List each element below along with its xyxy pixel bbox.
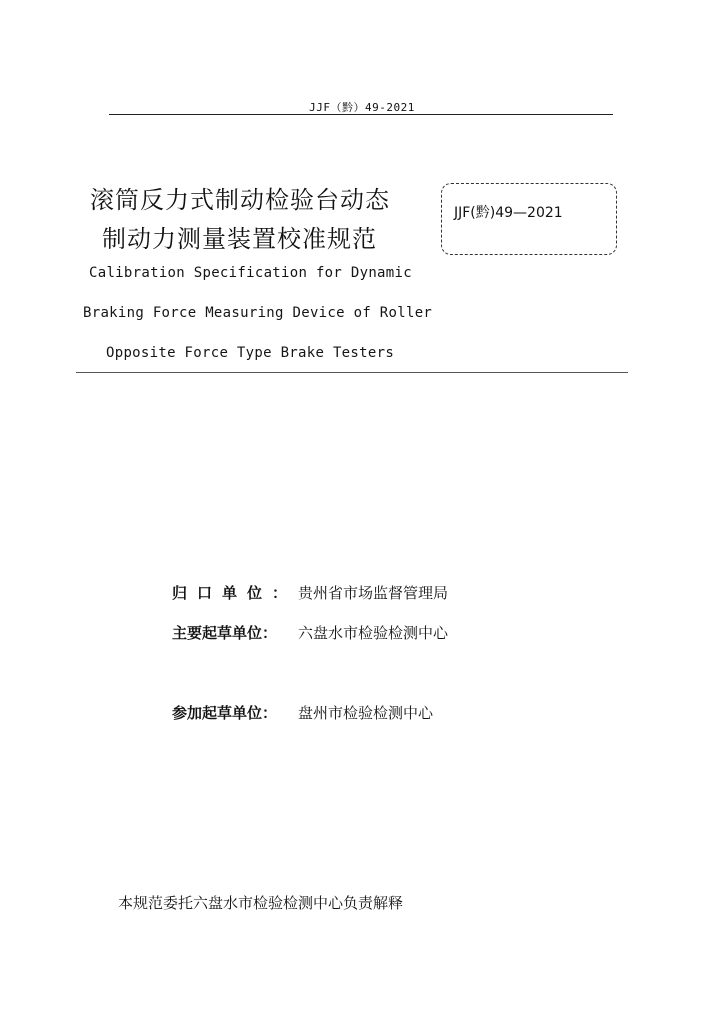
document-code-text: JJF(黔)49—2021 [454, 205, 563, 221]
title-zh-line-2: 制动力测量装置校准规范 [102, 225, 377, 253]
interpretation-note: 本规范委托六盘水市检验检测中心负责解释 [118, 894, 404, 912]
title-en-line-1: Calibration Specification for Dynamic [89, 265, 412, 281]
title-zh-line-1: 滚筒反力式制动检验台动态 [90, 186, 390, 214]
org-label: 主要起草单位： [172, 624, 278, 642]
org-row-participating-drafter [172, 702, 433, 723]
title-en-line-2: Braking Force Measuring Device of Roller [83, 305, 433, 321]
org-row-main-drafter [172, 622, 448, 643]
org-value: 贵州省市场监督管理局 [298, 584, 449, 602]
document-code-box [441, 183, 617, 255]
org-value: 盘州市检验检测中心 [298, 704, 434, 722]
org-row-responsible [172, 582, 448, 603]
header-divider [109, 114, 613, 115]
org-label: 参加起草单位： [172, 704, 278, 722]
org-label: 归口单位： [172, 584, 298, 602]
org-value: 六盘水市检验检测中心 [298, 624, 449, 642]
title-en-line-3: Opposite Force Type Brake Testers [106, 345, 395, 361]
header-document-code: JJF（黔）49-2021 [309, 101, 415, 114]
title-divider [76, 372, 628, 373]
